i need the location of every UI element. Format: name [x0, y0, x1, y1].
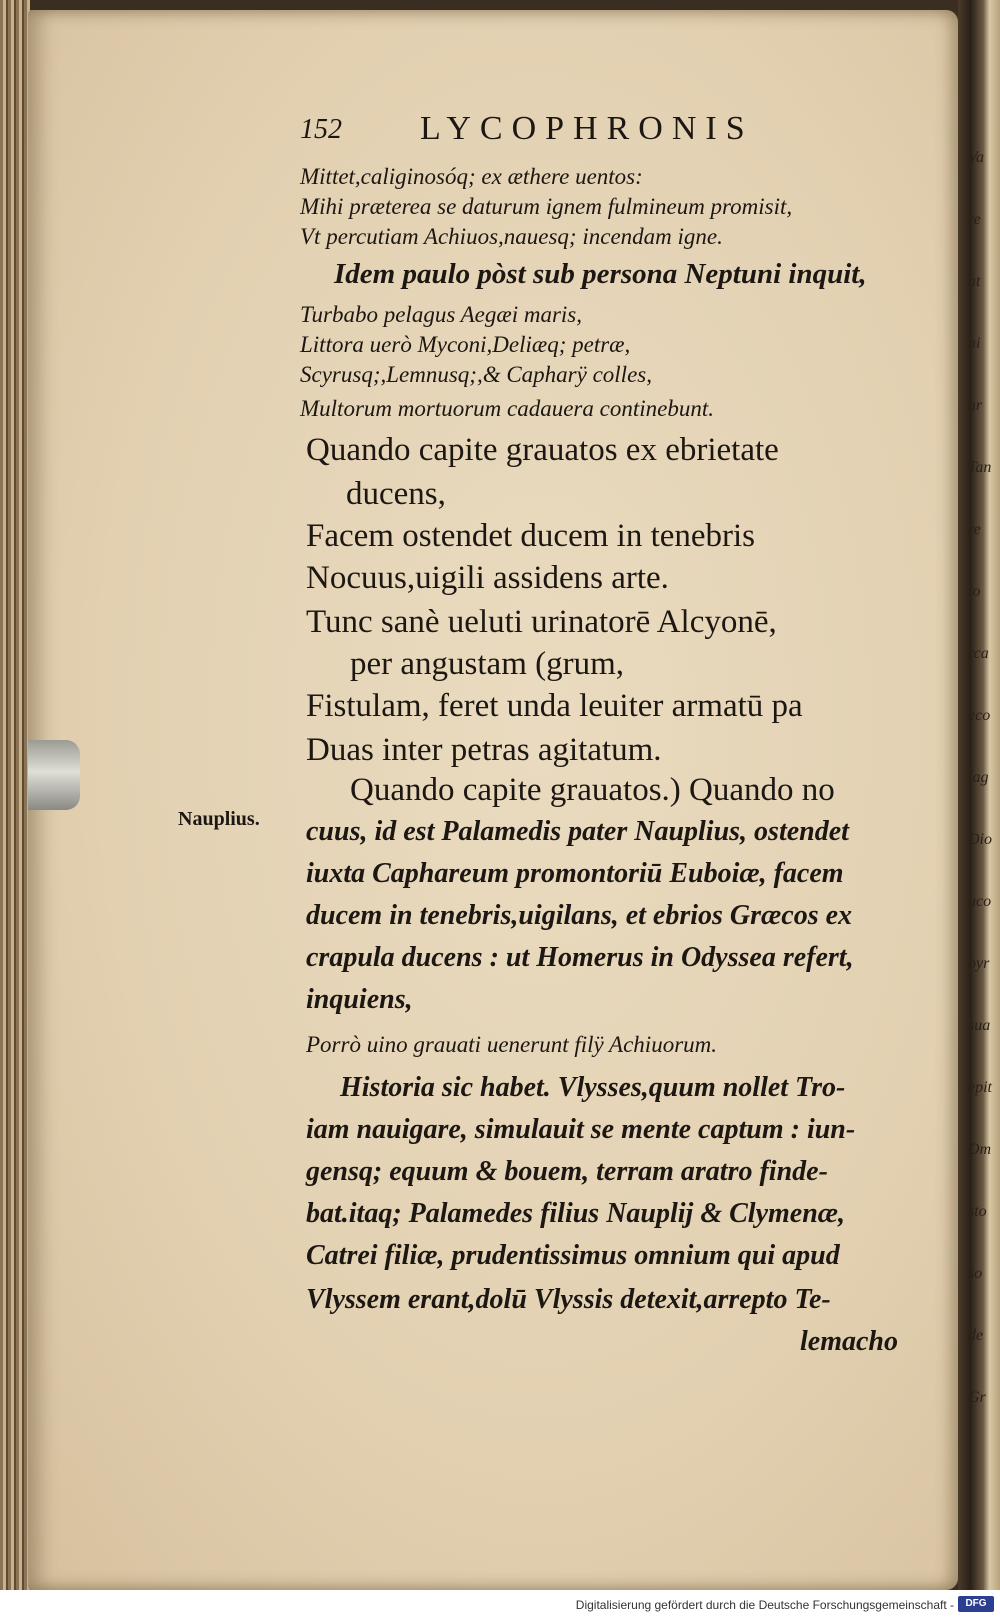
edge-fragment: Tan: [968, 460, 992, 476]
text-line: Fistulam, feret unda leuiter armatū pa: [306, 688, 803, 724]
text-line: Littora uerò Myconi,Deliæq; petræ,: [300, 332, 631, 357]
text-line: Catrei filiæ, prudentissimus omnium qui apud: [306, 1240, 840, 1271]
text-line: Tunc sanè ueluti urinatorē Alcyonē,: [306, 604, 777, 640]
edge-fragment: sto: [968, 1204, 987, 1220]
text-line: Mittet,caliginosóq; ex æthere uentos:: [300, 164, 643, 189]
text-line: cuus, id est Palamedis pater Nauplius, ostendet: [306, 816, 849, 847]
margin-note: Nauplius.: [178, 808, 260, 830]
text-line: Porrò uino grauati uenerunt filÿ Achiuorum.: [306, 1032, 718, 1057]
edge-fragment: at: [968, 274, 981, 290]
footer-credit: Digitalisierung gefördert durch die Deutsche Forschungsgemeinschaft -: [575, 1598, 954, 1612]
edge-fragment: Om: [968, 1142, 992, 1158]
text-line: bat.itaq; Palamedes filius Nauplij & Clymenæ,: [306, 1198, 845, 1229]
running-title: LYCOPHRONIS: [420, 110, 754, 147]
edge-fragment: sua: [968, 1018, 991, 1034]
text-line: Mihi præterea se daturum ignem fulmineum promisit,: [300, 194, 793, 219]
edge-fragment: ni: [968, 336, 981, 352]
text-line: Historia sic habet. Vlysses,quum nollet Tro-: [340, 1072, 846, 1103]
edge-fragment: de: [968, 1328, 984, 1344]
book-clip: [28, 740, 80, 810]
right-page-edges: [958, 0, 1000, 1590]
text-line: inquiens,: [306, 984, 413, 1015]
edge-fragment: ar: [968, 398, 983, 414]
text-line: Scyrusq;,Lemnusq;,& Capharÿ colles,: [300, 362, 652, 387]
text-line: Vt percutiam Achiuos,nauesq; incendam igne.: [300, 224, 723, 249]
edge-fragment: so: [968, 1266, 983, 1282]
text-line: gensq; equum & bouem, terram aratro finde-: [306, 1156, 828, 1187]
text-line: iuxta Caphareum promontoriū Euboiæ, facem: [306, 858, 844, 889]
edge-fragment: Va: [968, 150, 984, 166]
text-line: Nocuus,uigili assidens arte.: [306, 560, 669, 596]
footer-bar: [0, 1590, 1000, 1619]
text-line: Duas inter petras agitatum.: [306, 732, 662, 768]
text-line: crapula ducens : ut Homerus in Odyssea refert,: [306, 942, 854, 973]
left-page-edges: [0, 0, 30, 1590]
text-line: Quando capite grauatos ex ebrietate: [306, 432, 779, 468]
edge-fragment: rca: [968, 646, 989, 662]
edge-fragment: Dio: [968, 832, 992, 848]
edge-fragment: re: [968, 522, 981, 538]
text-line: Facem ostendet ducem in tenebris: [306, 518, 756, 554]
text-line: iam nauigare, simulauit se mente captum : iun-: [306, 1114, 856, 1145]
text-line: ducens,: [346, 476, 446, 512]
text-line: Turbabo pelagus Aegæi maris,: [300, 302, 582, 327]
text-line: Idem paulo pòst sub persona Neptuni inquit,: [334, 258, 867, 290]
text-line: Quando capite grauatos.) Quando no: [350, 772, 835, 808]
edge-fragment: to: [968, 584, 981, 600]
text-line: per angustam (grum,: [350, 646, 625, 682]
edge-fragment: byr: [968, 956, 990, 972]
edge-fragment: Gr: [968, 1390, 986, 1406]
text-line: lemacho: [800, 1326, 898, 1357]
text-line: Multorum mortuorum cadauera continebunt.: [300, 396, 714, 421]
edge-fragment: epit: [968, 1080, 992, 1096]
dfg-logo: DFG: [958, 1596, 994, 1612]
edge-fragment: eco: [968, 708, 991, 724]
page-number: 152: [300, 114, 342, 145]
text-line: ducem in tenebris,uigilans, et ebrios Græcos ex: [306, 900, 853, 931]
edge-fragment: uco: [968, 894, 992, 910]
edge-fragment: lag: [968, 770, 989, 786]
edge-fragment: re: [968, 212, 981, 228]
text-line: Vlyssem erant,dolū Vlyssis detexit,arrepto Te-: [306, 1284, 831, 1315]
